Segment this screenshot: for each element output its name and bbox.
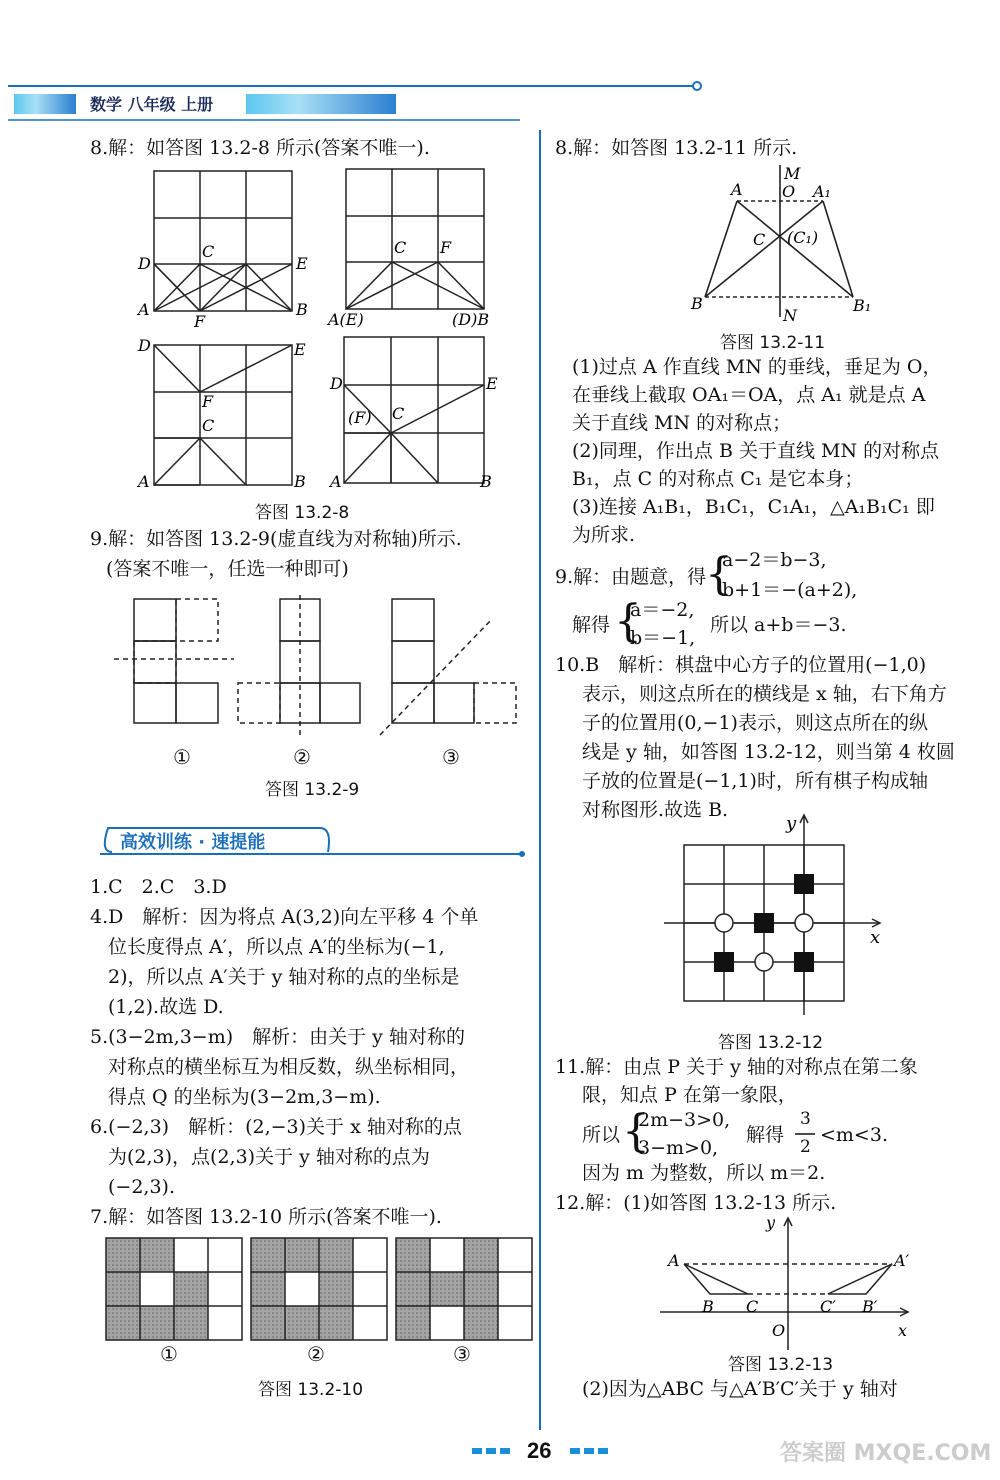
f9-label-2: ② [293,745,311,769]
f13-B: B [702,1297,714,1316]
cap-13-2-13: 答图 13.2-13 [728,1355,834,1375]
fig-13-2-8 [130,165,550,505]
f11-A1: A₁ [813,182,831,201]
r-q11-2: 限，知点 P 在第一象限， [582,1084,797,1106]
f10-label-2: ② [307,1342,325,1366]
l-q4-3: 2)，所以点 A′关于 y 轴对称的点的坐标是 [108,966,460,988]
f8-label-A4: A [330,472,342,491]
f8-label-F3: F [202,392,214,411]
l-q4-4: (1,2).故选 D. [108,996,224,1018]
section-title: 高效训练 · 速提能 [120,832,266,853]
l-q123: 1.C 2.C 3.D [90,876,227,898]
r-q8-l4: (2)同理，作出点 B 关于直线 MN 的对称点 [572,440,940,462]
f11-N: N [783,306,797,325]
r-q11-den: 2 [800,1137,811,1157]
l-q6-3: (−2,3). [108,1176,176,1198]
f11-O: O [782,182,796,201]
r-q10-5: 子放的位置是(−1,1)时，所有棋子构成轴 [582,770,928,792]
l-q5-1: 5.(3−2m,3−m) 解析：由关于 y 轴对称的 [90,1026,465,1048]
header-title: 数学 八年级 上册 [90,95,214,114]
f8-label-D4: D [330,374,343,393]
f11-B: B [691,294,703,313]
f10-label-3: ③ [453,1342,471,1366]
r-q12-last: (2)因为△ABC 与△A′B′C′关于 y 轴对 [582,1378,898,1400]
r-q11-post: 解得 [746,1124,785,1146]
l-q9b: (答案不唯一，任选一种即可) [106,558,349,580]
r-q10-3: 子的位置用(0,−1)表示，则这点所在的纵 [582,712,928,734]
r-q8-l6: (3)连接 A₁B₁，B₁C₁，C₁A₁，△A₁B₁C₁ 即 [572,496,935,518]
r-q8-l1: (1)过点 A 作直线 MN 的垂线，垂足为 O， [572,356,942,378]
f13-y: y [766,1213,776,1232]
r-q11-num: 3 [800,1109,811,1129]
f11-B1: B₁ [853,296,872,315]
fig-13-2-13 [658,1212,918,1352]
r-q9-pre: 9.解：由题意，得 [555,566,707,588]
r-q9-s2a: a＝−2, [630,599,695,621]
f8-label-C2: C [394,238,407,257]
l-q8: 8.解：如答图 13.2-8 所示(答案不唯一). [90,137,430,159]
f9-label-1: ① [173,745,191,769]
r-q11-last: 因为 m 为整数，所以 m＝2. [582,1162,826,1184]
watermark: 答案圈 MXQE.COM [780,1441,992,1466]
f13-x: x [898,1321,908,1340]
r-q10-1: 10.B 解析：棋盘中心方子的位置用(−1,0) [555,654,927,676]
r-q11-s1: 2m−3>0, [638,1109,731,1131]
l-q6-2: 为(2,3)，点(2,3)关于 y 轴对称的点为 [108,1146,430,1168]
f8-label-C3: C [202,416,215,435]
f10-label-1: ① [160,1342,178,1366]
cap-13-2-11: 答图 13.2-11 [720,333,826,353]
f11-A: A [731,180,743,199]
footer-deco [460,1442,660,1462]
fig-13-2-9 [110,595,530,735]
f12-y: y [786,813,797,834]
f8-label-AE: A(E) [328,310,364,329]
f8-label-A1: A [138,300,150,319]
cap-13-2-10: 答图 13.2-10 [258,1380,364,1400]
r-q10-6: 对称图形.故选 B. [582,799,729,821]
f11-C1: (C₁) [787,228,819,247]
l-q5-2: 对称点的横坐标互为相反数，纵坐标相同， [108,1056,470,1078]
r-q11-pre: 所以 [582,1124,621,1146]
f13-C: C [746,1297,759,1316]
f8-label-E4: E [486,374,498,393]
r-q8-l7: 为所求. [572,524,636,546]
f8-label-B3: B [294,472,306,491]
fig-13-2-11 [685,165,905,325]
f12-x: x [870,927,881,948]
f13-Bp: B′ [862,1297,878,1316]
f8-label-C4: C [392,404,405,423]
fig-13-2-12 [650,815,910,1015]
r-q10-4: 线是 y 轴，如答图 13.2-12，则当第 4 枚圆 [582,741,955,763]
r-q8: 8.解：如答图 13.2-11 所示. [555,137,798,159]
f11-M: M [784,164,801,183]
r-q9-post: 所以 a+b＝−3. [710,614,847,636]
r-q9-brace2: { [614,596,642,647]
f8-label-E1: E [296,254,308,273]
fig-13-2-10 [104,1236,544,1346]
l-q4-1: 4.D 解析：因为将点 A(3,2)向左平移 4 个单 [90,906,479,928]
f8-label-B4: B [480,472,492,491]
l-q6-1: 6.(−2,3) 解析：(2,−3)关于 x 轴对称的点 [90,1116,462,1138]
cap-13-2-12: 答图 13.2-12 [718,1033,824,1053]
l-q7: 7.解：如答图 13.2-10 所示(答案不唯一). [90,1206,442,1228]
f8-label-A3: A [138,472,150,491]
l-q9a: 9.解：如答图 13.2-9(虚直线为对称轴)所示. [90,528,462,550]
l-q4-2: 位长度得点 A′，所以点 A′的坐标为(−1, [108,936,445,958]
r-q8-l2: 在垂线上截取 OA₁＝OA，点 A₁ 就是点 A [572,384,926,406]
r-q9-s2b: b＝−1, [630,627,696,649]
f8-label-F4: (F) [348,408,372,427]
r-q8-l5: B₁，点 C 的对称点 C₁ 是它本身； [572,468,864,490]
r-q10-2: 表示，则这点所在的横线是 x 轴，右下角方 [582,683,947,705]
l-q5-3: 得点 Q 的坐标为(3−2m,3−m). [108,1086,381,1108]
r-q8-l3: 关于直线 MN 的对称点； [572,412,792,434]
f8-label-B1: B [296,300,308,319]
f8-label-DB: (D)B [452,310,490,329]
cap-13-2-9: 答图 13.2-9 [265,780,360,800]
f8-label-D3: D [138,336,151,355]
page-number: 26 [527,1438,552,1463]
f8-label-F2: F [440,238,452,257]
f13-Cp: C′ [820,1297,836,1316]
r-q11-1: 11.解：由点 P 关于 y 轴的对称点在第二象 [555,1056,918,1078]
r-q12: 12.解：(1)如答图 13.2-13 所示. [555,1192,837,1214]
r-q11-brace: { [622,1106,650,1157]
f8-label-D1: D [138,254,151,273]
f8-label-C1: C [202,242,215,261]
f13-A: A [668,1251,680,1270]
r-q9-brace1: { [705,549,733,600]
r-q9-s1a: a−2＝b−3, [722,549,827,571]
r-q9-pre2: 解得 [572,614,611,636]
r-q9-s1b: b+1＝−(a+2), [722,579,858,601]
r-q11-s2: 3−m>0, [638,1137,719,1159]
f13-Ap: A′ [894,1251,910,1270]
f13-O: O [772,1321,786,1340]
cap-13-2-8: 答图 13.2-8 [255,503,350,523]
f8-label-E3: E [294,340,306,359]
f8-label-F1: F [194,312,206,331]
f9-label-3: ③ [442,745,460,769]
f11-C: C [753,230,766,249]
r-q11-post2: <m<3. [820,1124,888,1146]
